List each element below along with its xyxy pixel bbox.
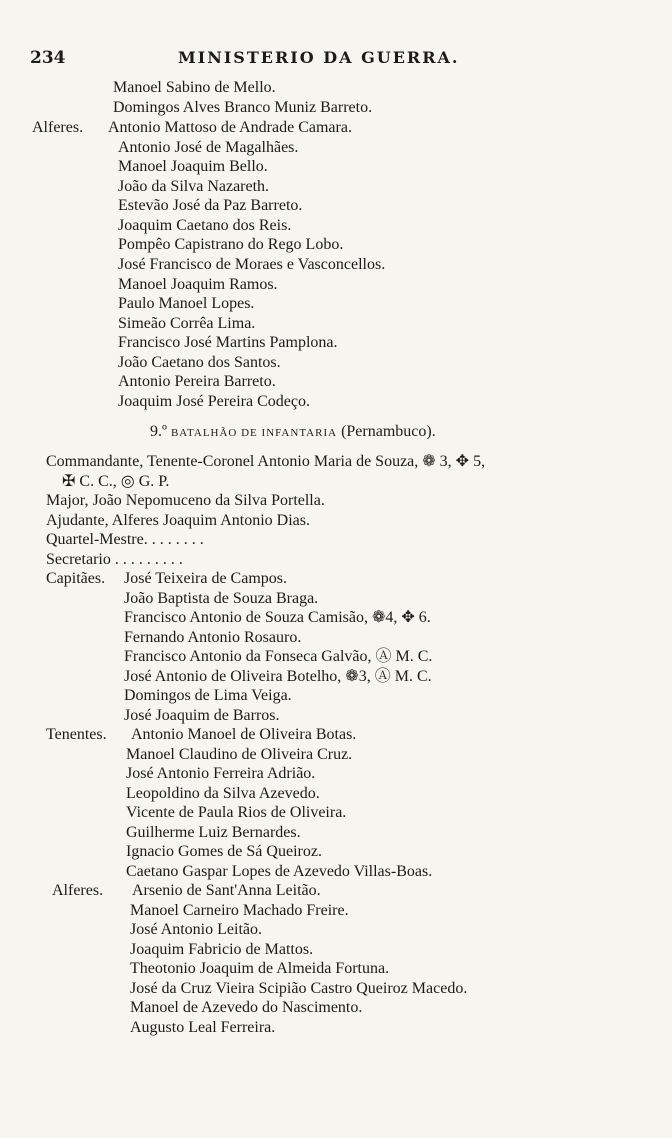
name-line: Guilherme Luiz Bernardes. bbox=[126, 824, 301, 841]
rank-label-tenentes: Tenentes. bbox=[46, 726, 107, 743]
rank-label-alferes: Alferes. bbox=[52, 882, 104, 899]
name-line: Manoel Joaquim Bello. bbox=[118, 158, 268, 175]
rank-label-capitaes: Capitães. bbox=[46, 570, 106, 587]
quartel-mestre-line: Quartel-Mestre. . . . . . . . bbox=[46, 531, 204, 548]
section-title: BATALHÃO DE INFANTARIA bbox=[170, 427, 338, 439]
name-line: Manoel de Azevedo do Nascimento. bbox=[130, 999, 363, 1016]
page-number: 234 bbox=[30, 48, 66, 68]
name-line: José Joaquim de Barros. bbox=[124, 707, 280, 724]
name-line: Francisco Antonio de Souza Camisão, ❁4, ✥ 6. bbox=[124, 609, 431, 626]
section-place: (Pernambuco). bbox=[341, 423, 436, 440]
commandante-line: Commandante, Tenente-Coronel Antonio Maria de Souza, ❁ 3, ✥ 5, bbox=[46, 453, 486, 470]
name-line: Francisco José Martins Pamplona. bbox=[118, 334, 338, 351]
name-line: José Antonio Leitão. bbox=[130, 921, 262, 938]
name-line: Domingos de Lima Veiga. bbox=[124, 687, 292, 704]
name-line: José Antonio Ferreira Adrião. bbox=[126, 765, 316, 782]
name-line: Joaquim Fabricio de Mattos. bbox=[130, 941, 314, 958]
name-line: Manoel Claudino de Oliveira Cruz. bbox=[126, 746, 353, 763]
name-line: Antonio José de Magalhães. bbox=[118, 139, 299, 156]
major-line: Major, João Nepomuceno da Silva Portella. bbox=[46, 492, 325, 509]
name-line: Simeão Corrêa Lima. bbox=[118, 315, 256, 332]
name-line: Antonio Manoel de Oliveira Botas. bbox=[131, 726, 357, 743]
secretario-line: Secretario . . . . . . . . . bbox=[46, 551, 183, 568]
name-line: José da Cruz Vieira Scipião Castro Queiroz Macedo. bbox=[130, 980, 468, 997]
section-number: 9.º bbox=[150, 423, 167, 440]
running-title: MINISTERIO DA GUERRA. bbox=[178, 48, 460, 67]
name-line: Caetano Gaspar Lopes de Azevedo Villas-Boas. bbox=[126, 863, 433, 880]
ajudante-line: Ajudante, Alferes Joaquim Antonio Dias. bbox=[46, 512, 310, 529]
name-line: Joaquim Caetano dos Reis. bbox=[118, 217, 292, 234]
name-line: Paulo Manoel Lopes. bbox=[118, 295, 255, 312]
name-line: Theotonio Joaquim de Almeida Fortuna. bbox=[130, 960, 390, 977]
name-line: João da Silva Nazareth. bbox=[118, 178, 270, 195]
name-line: Antonio Mattoso de Andrade Camara. bbox=[108, 119, 352, 136]
name-line: Joaquim José Pereira Codeço. bbox=[118, 393, 310, 410]
name-line: Fernando Antonio Rosauro. bbox=[124, 629, 302, 646]
name-line: Manoel Joaquim Ramos. bbox=[118, 276, 278, 293]
name-line: Estevão José da Paz Barreto. bbox=[118, 197, 303, 214]
rank-label-alferes: Alferes. bbox=[32, 119, 84, 136]
name-line: Francisco Antonio da Fonseca Galvão, Ⓐ M. C. bbox=[124, 648, 433, 665]
name-line: Manoel Sabino de Mello. bbox=[113, 79, 276, 96]
name-line: Vicente de Paula Rios de Oliveira. bbox=[126, 804, 347, 821]
name-line: Pompêo Capistrano do Rego Lobo. bbox=[118, 236, 344, 253]
name-line: Augusto Leal Ferreira. bbox=[130, 1019, 276, 1036]
name-line: José Antonio de Oliveira Botelho, ❁3, Ⓐ M. C. bbox=[124, 668, 432, 685]
name-line: Ignacio Gomes de Sá Queiroz. bbox=[126, 843, 322, 860]
name-line: Leopoldino da Silva Azevedo. bbox=[126, 785, 320, 802]
section-heading bbox=[150, 422, 436, 443]
name-line: Domingos Alves Branco Muniz Barreto. bbox=[113, 99, 373, 116]
page-header bbox=[30, 48, 490, 72]
name-line: Arsenio de Sant'Anna Leitão. bbox=[132, 882, 321, 899]
name-line: José Teixeira de Campos. bbox=[124, 570, 287, 587]
name-line: José Francisco de Moraes e Vasconcellos. bbox=[118, 256, 386, 273]
commandante-decorations: ✠ C. C., ◎ G. P. bbox=[62, 473, 170, 490]
name-line: João Caetano dos Santos. bbox=[118, 354, 281, 371]
name-line: Antonio Pereira Barreto. bbox=[118, 373, 276, 390]
name-line: Manoel Carneiro Machado Freire. bbox=[130, 902, 349, 919]
name-line: João Baptista de Souza Braga. bbox=[124, 590, 319, 607]
